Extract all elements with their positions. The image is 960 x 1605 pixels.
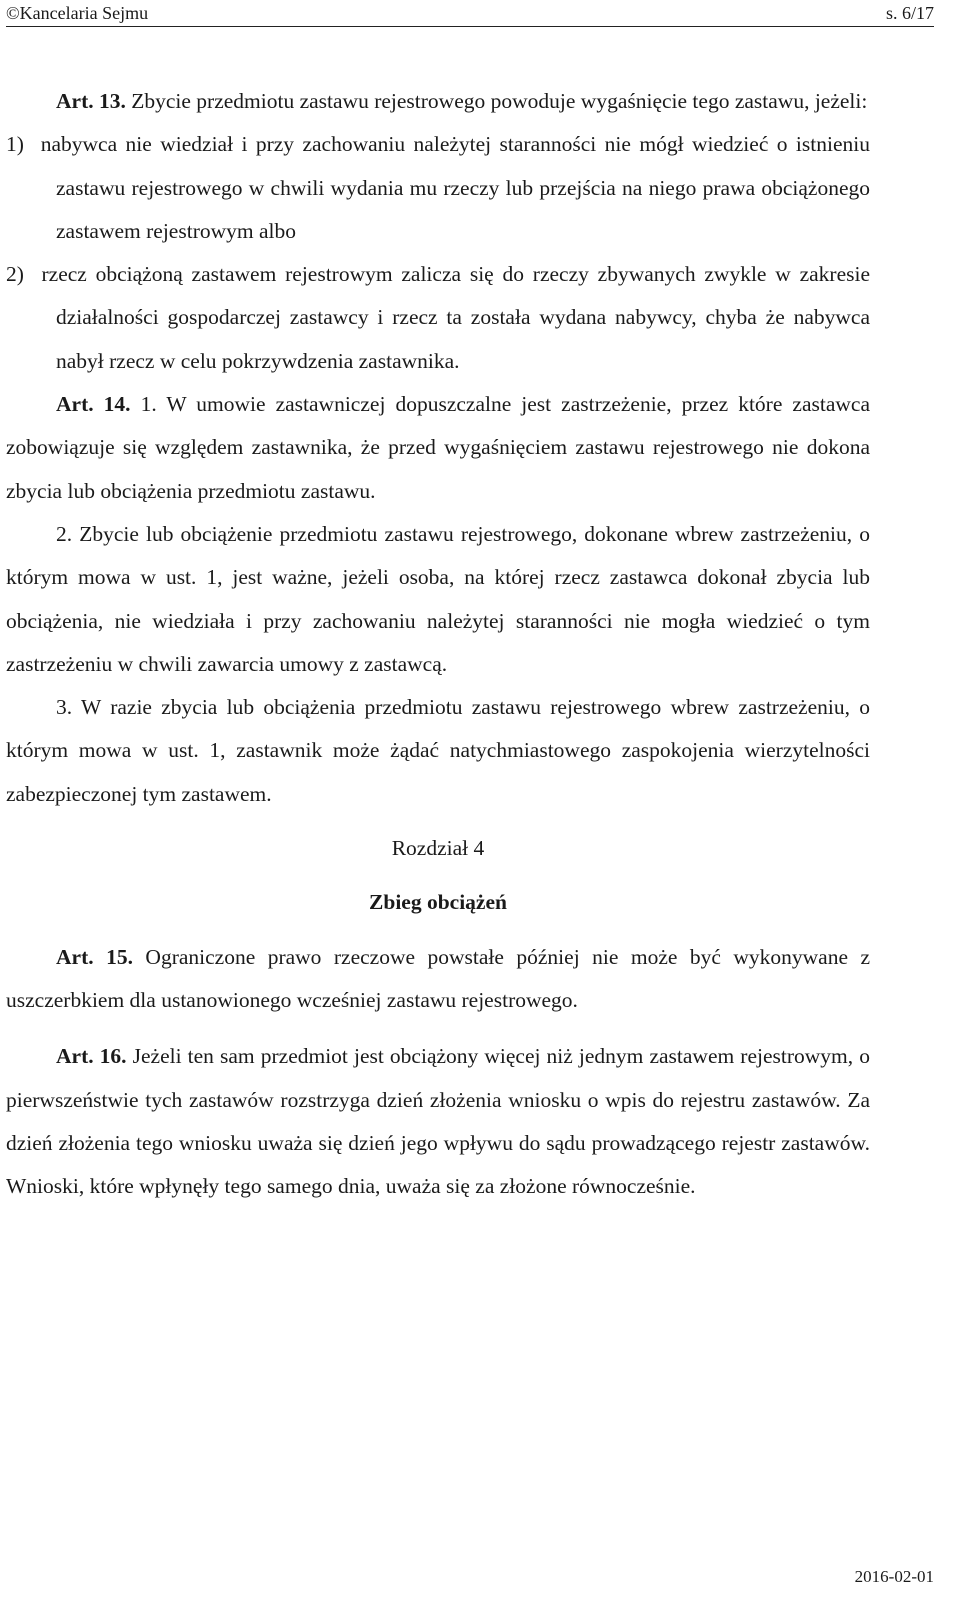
art-14-para-1 <box>6 383 870 513</box>
art-13-intro <box>6 80 870 123</box>
chapter-title <box>6 881 870 924</box>
art-16 <box>6 1035 870 1208</box>
document-body <box>6 80 870 1208</box>
page-number: s. 6/17 <box>885 3 934 23</box>
page-header <box>6 2 934 27</box>
art-13-item-1: 1) nabywca nie wiedział i przy zachowaniu należytej staranności nie mógł wiedzieć o istnieniu zastawu rejestrowego w chwili wydania mu rzeczy lub przejścia na niego prawa obciążonego zastawem rejestrowym albo <box>6 132 870 243</box>
art-16-text: Jeżeli ten sam przedmiot jest obciążony więcej niż jednym zastawem rejestrowym, o pierwszeństwie tych zastawów rozstrzyga dzień złożenia wniosku o wpis do rejestru zastawów. Za dzień złożenia tego wniosku uważa się dzień jego wpływu do sądu prowadzącego rejestr zastawów. Wnioski, które wpłynęły tego samego dnia, uważa się za złożone równocześnie. <box>6 1044 870 1199</box>
chapter-title-text: Zbieg obciążeń <box>369 890 507 915</box>
art-14-text-1: 1. W umowie zastawniczej dopuszczalne jest zastrzeżenie, przez które zastawca zobowiązuje się względem zastawnika, że przed wygaśnięciem zastawu rejestrowego nie dokona zbycia lub obciążenia przedmiotu zastawu. <box>6 392 870 503</box>
chapter-number: Rozdział 4 <box>391 836 485 861</box>
art-13-text: Zbycie przedmiotu zastawu rejestrowego powoduje wygaśnięcie tego zastawu, jeżeli: <box>125 89 868 113</box>
art-15 <box>6 936 870 1023</box>
art-15-text: Ograniczone prawo rzeczowe powstałe później nie może być wykonywane z uszczerbkiem dla ustanowionego wcześniej zastawu rejestrowego. <box>6 944 871 1012</box>
art-14-label: Art. 14. <box>56 392 131 417</box>
art-14-para-3: 3. W razie zbycia lub obciążenia przedmiotu zastawu rejestrowego wbrew zastrzeżeniu, o którym mowa w ust. 1, zastawnik może żądać natychmiastowego zaspokojenia wierzytelności zabezpieczonej tym zastawem. <box>6 695 870 806</box>
art-13-label: Art. 13. <box>56 89 126 113</box>
footer-date: 2016-02-01 <box>854 1567 934 1586</box>
art-16-label: Art. 16. <box>56 1044 127 1069</box>
art-13-item-2: 2) rzecz obciążoną zastawem rejestrowym zalicza się do rzeczy zbywanych zwykle w zakresie działalności gospodarczej zastawcy i rzecz ta została wydana nabywcy, chyba że nabywca nabył rzecz w celu pokrzywdzenia zastawnika. <box>6 262 870 373</box>
art-14-para-2: 2. Zbycie lub obciążenie przedmiotu zastawu rejestrowego, dokonane wbrew zastrzeżeniu, o którym mowa w ust. 1, jest ważne, jeżeli osoba, na której rzecz zastawca dokonał zbycia lub obciążenia, nie wiedziała i przy zachowaniu należytej staranności nie mogła wiedzieć o tym zastrzeżeniu w chwili zawarcia umowy z zastawcą. <box>6 521 870 676</box>
publisher-label: ©Kancelaria Sejmu <box>6 3 149 23</box>
art-15-label: Art. 15. <box>56 944 133 969</box>
